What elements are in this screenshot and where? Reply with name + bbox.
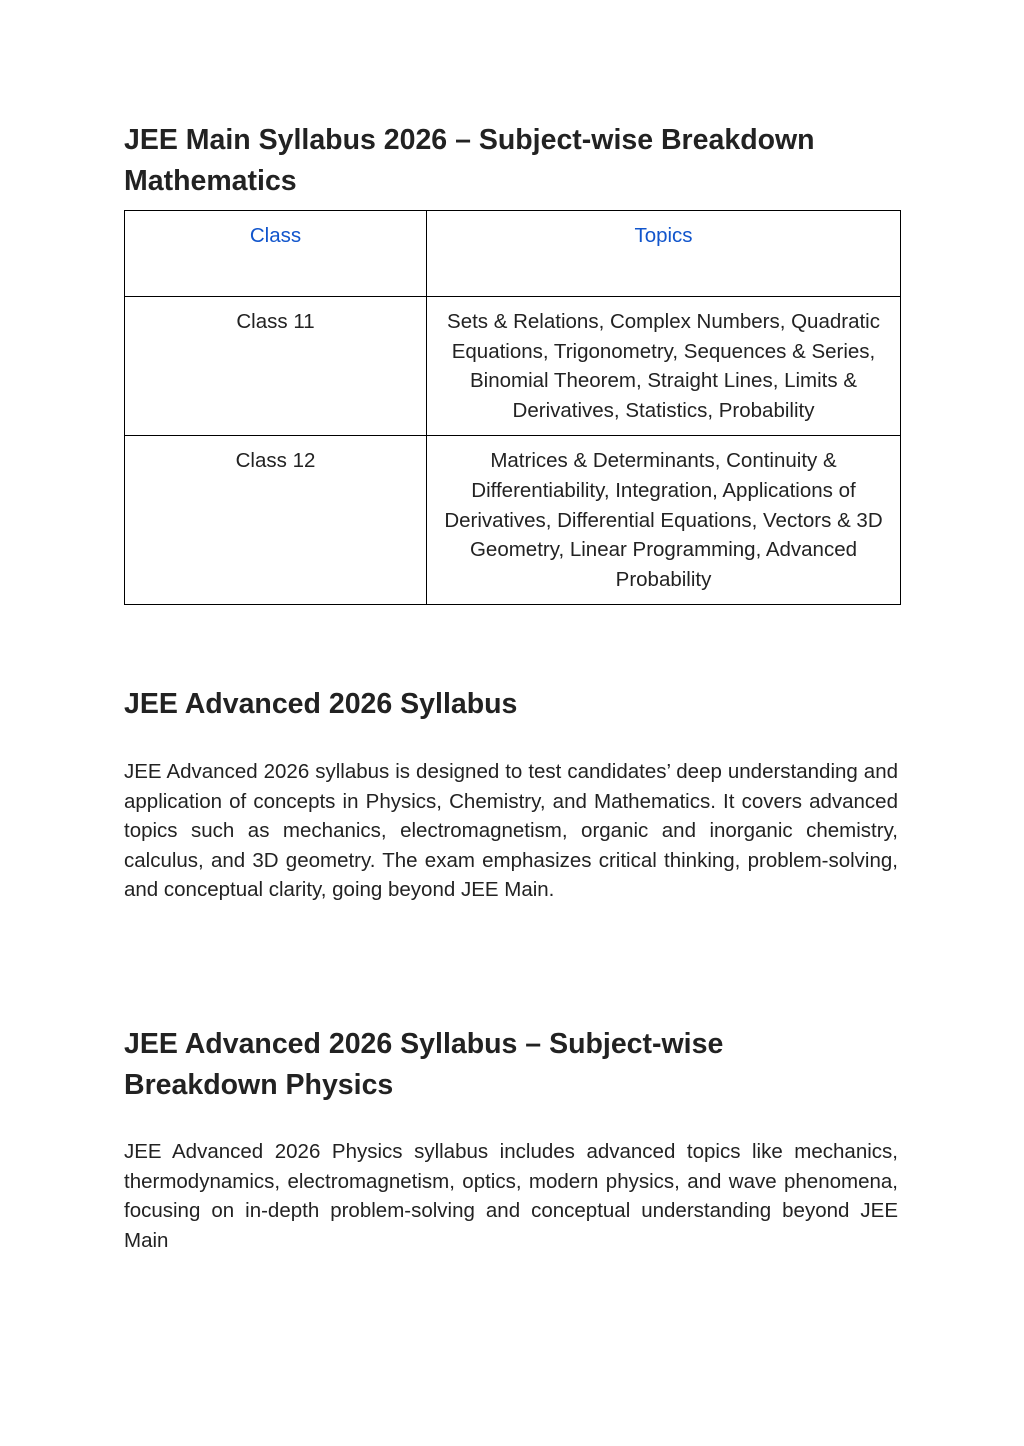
table-row	[125, 297, 901, 436]
jee-advanced-physics-paragraph: JEE Advanced 2026 Physics syllabus includes advanced topics like mechanics, thermodynamics, electromagnetism, optics, modern physics, and wave phenomena, focusing on in-depth problem-solving and conceptual understanding beyond JEE Main	[124, 1140, 898, 1252]
topics-cell: Sets & Relations, Complex Numbers, Quadratic Equations, Trigonometry, Sequences & Series, Binomial Theorem, Straight Lines, Limits & Derivatives, Statistics, Probability	[427, 297, 901, 436]
math-syllabus-table	[124, 210, 901, 605]
table-row	[125, 436, 901, 605]
topics-cell: Matrices & Determinants, Continuity & Differentiability, Integration, Applications of Derivatives, Differential Equations, Vectors & 3D Geometry, Linear Programming, Advanced Probability	[427, 436, 901, 605]
section-heading-jee-main-math: JEE Main Syllabus 2026 – Subject-wise Breakdown Mathematics	[124, 124, 815, 197]
jee-advanced-paragraph: JEE Advanced 2026 syllabus is designed to test candidates’ deep understanding and application of concepts in Physics, Chemistry, and Mathematics. It covers advanced topics such as mechanics, electromagnetism, organic and inorganic chemistry, calculus, and 3D geometry. The exam emphasizes critical thinking, problem-solving, and conceptual clarity, going beyond JEE Main.	[124, 760, 898, 902]
section-heading-jee-advanced-physics: JEE Advanced 2026 Syllabus – Subject-wise Breakdown Physics	[124, 1028, 724, 1101]
column-header-class: Class	[125, 211, 427, 297]
table-header-row	[125, 211, 901, 297]
class-cell: Class 11	[125, 297, 427, 436]
section-heading-jee-advanced: JEE Advanced 2026 Syllabus	[124, 688, 518, 720]
class-cell: Class 12	[125, 436, 427, 605]
column-header-topics: Topics	[427, 211, 901, 297]
